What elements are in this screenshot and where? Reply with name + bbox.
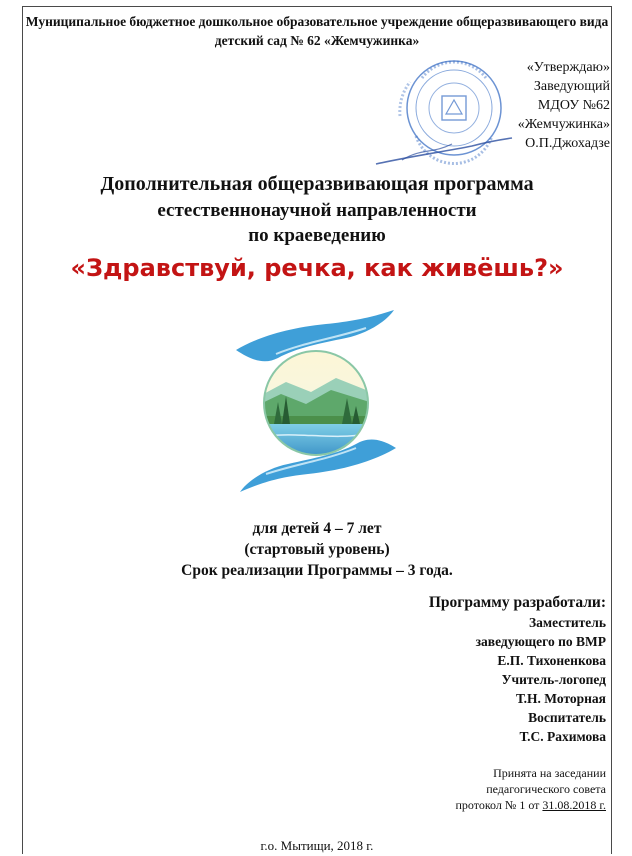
program-title-line-2: естественнонаучной направленности [157, 200, 477, 221]
official-stamp [372, 56, 534, 170]
approval-line-1: «Утверждаю» [526, 60, 610, 75]
protocol-number: протокол № 1 от [455, 798, 540, 812]
institution-subtitle: детский сад № 62 «Жемчужинка» [214, 33, 420, 48]
program-title-line-1: Дополнительная общеразвивающая программа [100, 173, 534, 195]
author-line: Учитель-логопед [501, 672, 606, 687]
age-range: для детей 4 – 7 лет [252, 520, 382, 537]
program-level: (стартовый уровень) [244, 541, 390, 558]
acceptance-line-2: педагогического совета [486, 782, 606, 796]
author-line: Т.С. Рахимова [519, 729, 606, 744]
program-term: Срок реализации Программы – 3 года. [181, 562, 453, 579]
acceptance-line-1: Принята на заседании [493, 766, 606, 780]
hands-globe-illustration [216, 298, 416, 503]
author-line: Е.П. Тихоненкова [497, 653, 606, 668]
protocol-date: 31.08.2018 г. [542, 798, 606, 812]
city-year: г.о. Мытищи, 2018 г. [260, 838, 374, 853]
institution-name: Муниципальное бюджетное дошкольное образовательное учреждение общеразвивающего вида [25, 14, 609, 29]
program-name: «Здравствуй, речка, как живёшь?» [70, 254, 564, 282]
program-title-line-3: по краеведению [248, 225, 386, 246]
acceptance-protocol [455, 798, 606, 813]
author-line: Заместитель [529, 615, 606, 630]
authors-heading: Программу разработали: [428, 594, 606, 611]
author-line: Т.Н. Моторная [516, 691, 606, 706]
approval-signature: О.П.Джохадзе [525, 136, 610, 151]
approval-line-3: МДОУ №62 [537, 98, 610, 113]
author-line: Воспитатель [528, 710, 606, 725]
approval-line-4: «Жемчужинка» [517, 117, 610, 132]
approval-line-2: Заведующий [533, 79, 610, 94]
author-line: заведующего по ВМР [475, 634, 606, 649]
